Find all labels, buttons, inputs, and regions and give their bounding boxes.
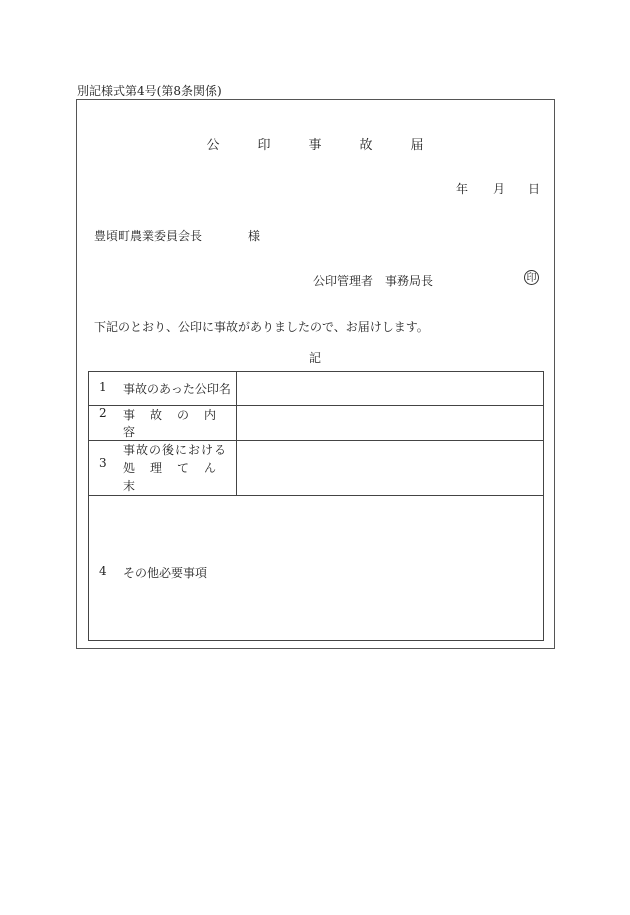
- item-label-cell: [89, 406, 237, 441]
- item-number: 4: [99, 563, 107, 578]
- items-table: [88, 371, 544, 641]
- label-char: 容: [123, 425, 136, 439]
- item-label: 事故のあった公印名: [123, 382, 231, 396]
- title-char: 届: [410, 138, 424, 153]
- ki-heading: 記: [308, 351, 321, 365]
- item-label: [123, 441, 236, 495]
- label-char: の: [177, 408, 190, 422]
- item-other-cell[interactable]: [89, 496, 544, 641]
- label-char: て: [177, 461, 190, 475]
- form-caption: 別記様式第4号(第8条関係): [77, 84, 222, 98]
- item-number: 1: [99, 380, 107, 394]
- label-char: 故: [150, 408, 163, 422]
- label-char: 末: [123, 479, 136, 493]
- label-char: ん: [204, 461, 217, 475]
- label-char: 事: [123, 408, 136, 422]
- item-value-cell[interactable]: [237, 441, 544, 496]
- label-char: 処: [123, 461, 136, 475]
- item-label-cell: [89, 441, 237, 496]
- seal-mark: 印: [524, 270, 539, 285]
- title-char: 故: [359, 138, 373, 153]
- intro-text: 下記のとおり、公印に事故がありましたので、お届けします。: [94, 320, 429, 334]
- item-number: 2: [99, 406, 107, 420]
- date-month: 月: [493, 182, 506, 196]
- title-char: 印: [257, 138, 271, 153]
- item-label: [123, 406, 236, 440]
- label-char: 理: [150, 461, 163, 475]
- date-day: 日: [528, 182, 541, 196]
- table-row: [89, 372, 544, 406]
- date-year: 年: [456, 182, 469, 196]
- label-line-2: [123, 459, 236, 495]
- item-label: その他必要事項: [123, 565, 208, 580]
- title-char: 事: [308, 138, 322, 153]
- form-title: [0, 134, 630, 153]
- table-row: [89, 496, 544, 641]
- item-value-cell[interactable]: [237, 372, 544, 406]
- item-label-cell: [89, 372, 237, 406]
- table-row: [89, 441, 544, 496]
- item-value-cell[interactable]: [237, 406, 544, 441]
- honorific: 様: [248, 229, 261, 243]
- table-row: [89, 406, 544, 441]
- label-char: 内: [204, 408, 217, 422]
- addressee: 豊頃町農業委員会長: [94, 229, 203, 243]
- item-number: 3: [99, 456, 107, 470]
- title-char: 公: [206, 138, 220, 153]
- sender: 公印管理者 事務局長: [313, 274, 434, 288]
- label-line-1: 事故の後における: [123, 443, 228, 457]
